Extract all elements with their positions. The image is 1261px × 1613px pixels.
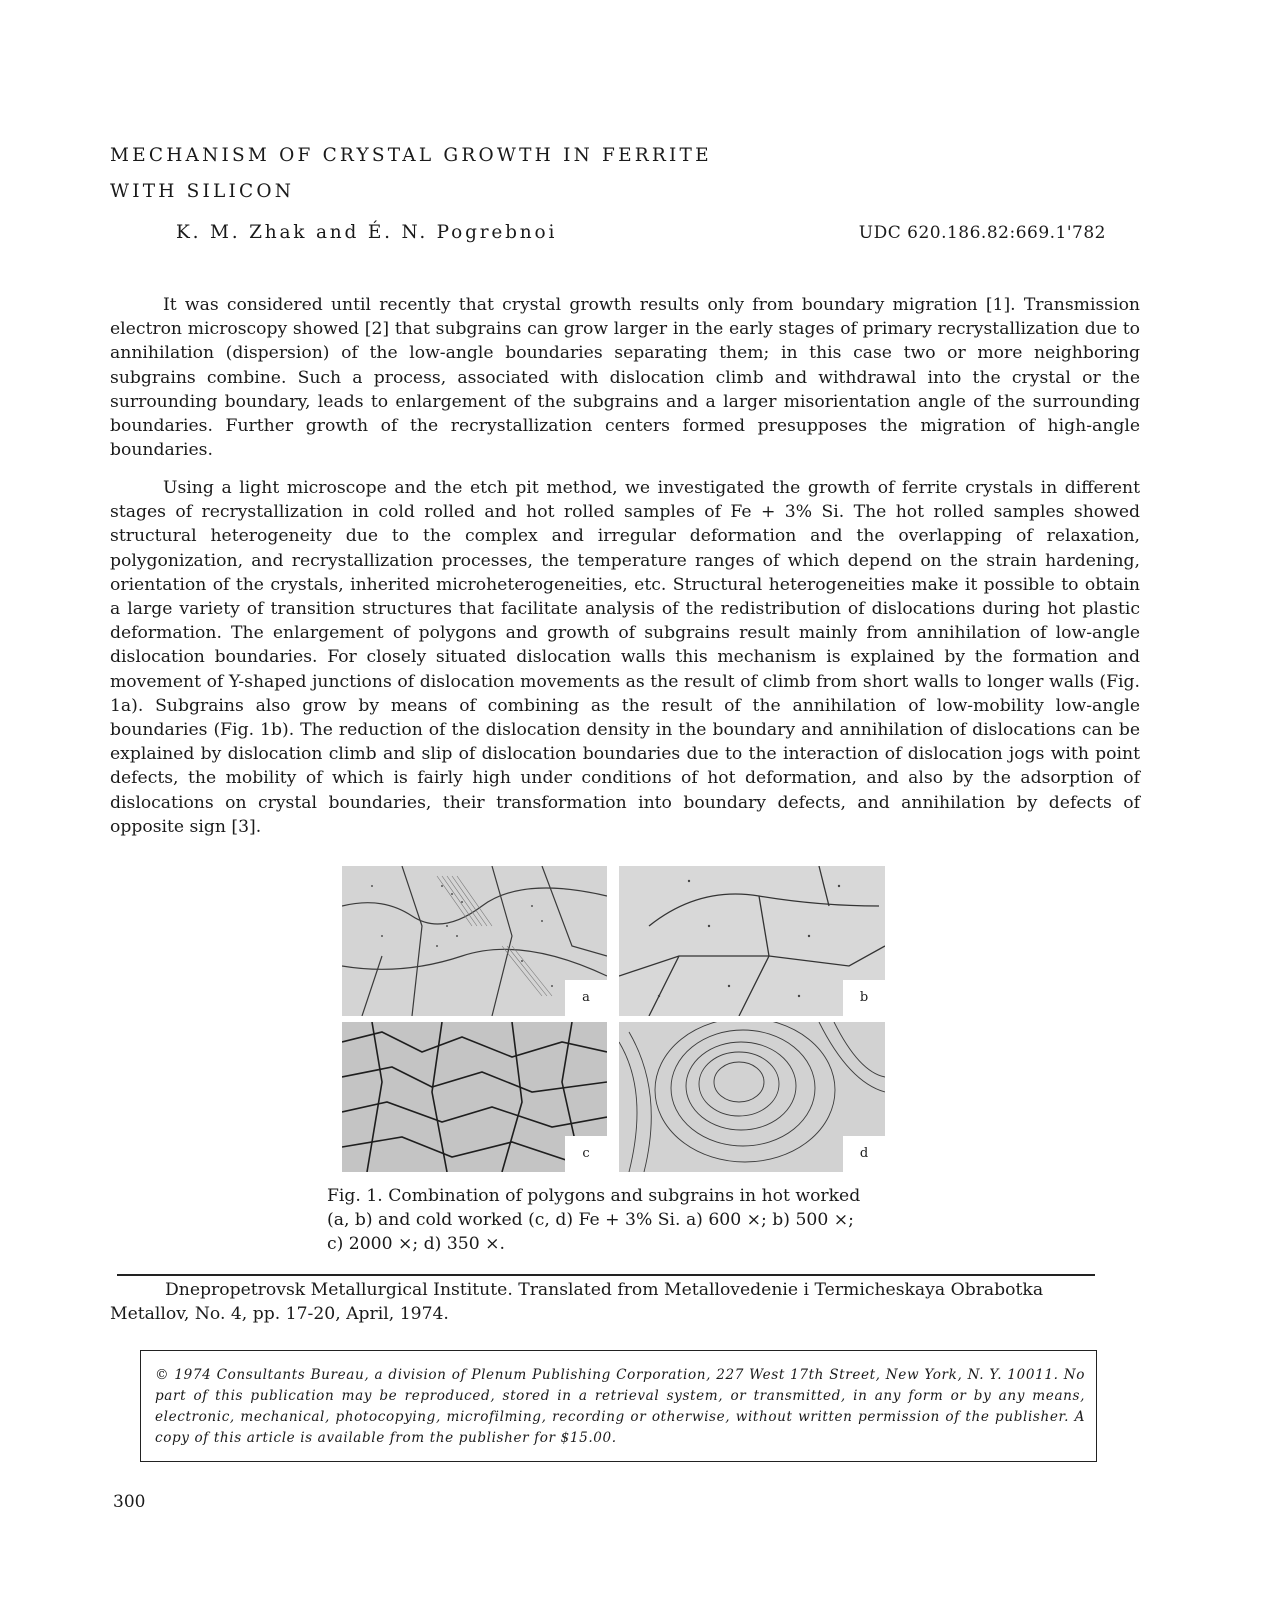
body-paragraph-1: It was considered until recently that crystal growth results only from boundary migration [1]. Transmission electron microscopy showed [2] that subgrains can grow larger in the early stages of primary recrystallization due to annihilation (dispersion) of the low-angle boundaries separating them; in this case two or more neighboring subgrains combine. Such a process, associated with dislocation climb and withdrawal into the crystal or the surrounding boundary, leads to enlargement of the subgrains and a larger misorientation angle of the surrounding boundaries. Further growth of the recrystallization centers formed presupposes the migration of high-angle boundaries. (110, 295, 1140, 461)
footnote-rule (117, 1274, 1095, 1276)
caption-line-3: c) 2000 ×; d) 350 ×. (327, 1234, 505, 1255)
copyright-text: © 1974 Consultants Bureau, a division of Plenum Publishing Corporation, 227 West 17th Street, New York, N. Y. 10011. No part of this publication may be reproduced, stored in a retrieval system, or transmitted, in any form or by any means, electronic, mechanical, photocopying, microfilming, recording or otherwise, without written permission of the publisher. A copy of this article is available from the publisher for $15.00. (155, 1367, 1085, 1446)
caption-line-1: Fig. 1. Combination of polygons and subgrains in hot worked (327, 1186, 861, 1206)
title-line-2: WITH SILICON (110, 181, 295, 202)
caption-line-2: (a, b) and cold worked (c, d) Fe + 3% Si. a) 600 ×; b) 500 ×; (327, 1210, 854, 1231)
panel-label-a: a (565, 980, 607, 1016)
authors: K. M. Zhak and É. N. Pogrebnoi (176, 222, 558, 243)
micrograph-a (342, 866, 607, 1016)
panel-label-c: c (565, 1136, 607, 1172)
body-paragraph-2: Using a light microscope and the etch pit method, we investigated the growth of ferrite crystals in different stages of recrystallization in cold rolled and hot rolled samples of Fe + 3% Si. The hot rolled samples showed structural heterogeneity due to the complex and irregular deformation and the overlapping of relaxation, polygonization, and recrystallization processes, the temperature ranges of which depend on the strain hardening, orientation of the crystals, inherited microheterogeneities, etc. Structural heterogeneities make it possible to obtain a large variety of transition structures that facilitate analysis of the redistribution of dislocations during hot plastic deformation. The enlargement of polygons and growth of subgrains result mainly from annihilation of low-angle dislocation boundaries. For closely situated dislocation walls this mechanism is explained by the formation and movement of Y-shaped junctions of dislocation movements as the result of climb from short walls to longer walls (Fig. 1a). Subgrains also grow by means of combining as the result of the annihilation of low-mobility low-angle boundaries (Fig. 1b). The reduction of the dislocation density in the boundary and annihilation of dislocations can be explained by dislocation climb and slip of dislocation boundaries due to the interaction of dislocation jogs with point defects, the mobility of which is fairly high under conditions of hot deformation, and also by the adsorption of dislocations on crystal boundaries, their transformation into boundary defects, and annihilation by defects of opposite sign [3]. (110, 478, 1140, 837)
affiliation-note: Dnepropetrovsk Metallurgical Institute. Translated from Metallovedenie i Termicheskaya Obrabotka Metallov, No. 4, pp. 17-20, April, 1974. (110, 1280, 1044, 1324)
panel-label-b: b (843, 980, 885, 1016)
article-title (110, 138, 712, 210)
micrograph-c (342, 1022, 607, 1172)
udc-code: UDC 620.186.82:669.1'782 (858, 223, 1106, 243)
micrograph-d (619, 1022, 885, 1172)
copyright-box (140, 1350, 1097, 1462)
micrograph-b (619, 866, 885, 1016)
panel-label-d: d (843, 1136, 885, 1172)
figure-caption (327, 1184, 927, 1257)
title-line-1: MECHANISM OF CRYSTAL GROWTH IN FERRITE (110, 145, 712, 166)
page-number: 300 (113, 1492, 146, 1512)
